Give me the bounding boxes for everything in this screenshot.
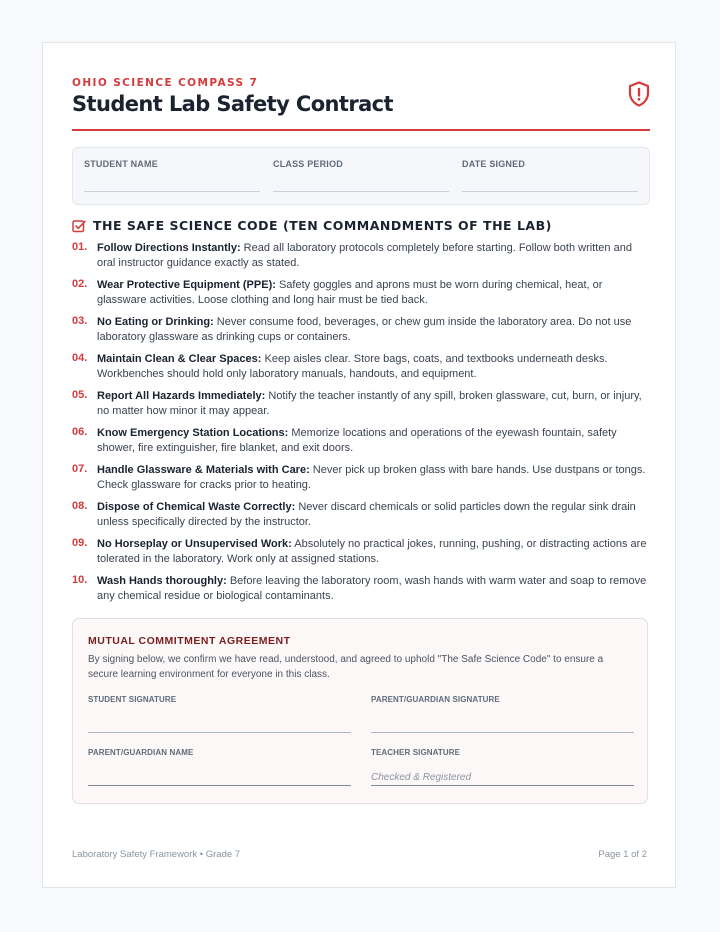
contract-page: [42, 42, 676, 888]
rule-number: 08.: [72, 500, 88, 512]
section-heading: [72, 217, 650, 235]
student-info-box: [72, 147, 650, 205]
rule-title: Know Emergency Station Locations:: [97, 427, 289, 439]
rule-number: 01.: [72, 241, 88, 253]
agreement-box: [72, 618, 648, 804]
student-name-line[interactable]: [84, 191, 260, 192]
checkbox-icon: [72, 219, 86, 233]
parent-signature-field[interactable]: [371, 695, 634, 704]
teacher-signature-label: TEACHER SIGNATURE: [371, 748, 461, 757]
rule-title: Maintain Clean & Clear Spaces:: [97, 353, 262, 365]
list-item: [72, 426, 650, 463]
rule-body: Safety goggles and aprons must be worn during chemical, heat, or glassware activities. Loose clothing and long hair must be tied back.: [97, 279, 603, 306]
rule-number: 03.: [72, 315, 88, 327]
teacher-signature-field[interactable]: [371, 748, 634, 783]
list-item: [72, 389, 650, 426]
rule-title: Report All Hazards Immediately:: [97, 390, 266, 402]
rule-body: Before leaving the laboratory room, wash hands with warm water and soap to remove any chemical residue or biological contaminants.: [97, 575, 647, 602]
rule-body: Never pick up broken glass with bare hands. Use dustpans or tongs. Check glassware for cracks prior to heating.: [97, 464, 646, 491]
agreement-body: By signing below, we confirm we have read, understood, and agreed to uphold "The Safe Science Code" to ensure a secure learning environment for everyone in this class.: [88, 654, 604, 680]
rule-title: Dispose of Chemical Waste Correctly:: [97, 501, 296, 513]
student-signature-label: STUDENT SIGNATURE: [88, 695, 177, 704]
header: [72, 77, 650, 116]
rule-text: [97, 463, 650, 492]
rule-text: [97, 537, 650, 566]
rule-text: [97, 574, 650, 603]
header-divider: [72, 129, 650, 131]
rule-number: 02.: [72, 278, 88, 290]
rule-body: Read all laboratory protocols completely before starting. Follow both written and oral instructor guidance exactly as stated.: [97, 242, 632, 269]
rule-number: 07.: [72, 463, 88, 475]
list-item: [72, 574, 650, 611]
date-signed-label: DATE SIGNED: [462, 159, 526, 169]
teacher-signature-line[interactable]: [371, 785, 634, 786]
rule-title: No Horseplay or Unsupervised Work:: [97, 538, 292, 550]
rule-title: Follow Directions Instantly:: [97, 242, 241, 254]
rule-body: Never consume food, beverages, or chew gum inside the laboratory area. Do not use laboratory glassware as drinking cups or containers.: [97, 316, 632, 343]
footer-text: Laboratory Safety Framework • Grade 7: [72, 849, 241, 860]
student-signature-line[interactable]: [88, 732, 351, 733]
parent-signature-line[interactable]: [371, 732, 634, 733]
rule-text: [97, 241, 650, 270]
rule-title: Wash Hands thoroughly:: [97, 575, 227, 587]
parent-name-field[interactable]: [88, 748, 351, 757]
student-name-label: STUDENT NAME: [84, 159, 158, 169]
section-title: THE SAFE SCIENCE CODE (TEN COMMANDMENTS OF THE LAB): [93, 218, 552, 233]
parent-name-line[interactable]: [88, 785, 351, 786]
list-item: [72, 463, 650, 500]
rule-body: Never discard chemicals or solid particles down the regular sink drain unless specifically directed by the instructor.: [97, 501, 636, 528]
rule-number: 10.: [72, 574, 88, 586]
class-period-field[interactable]: [273, 159, 449, 169]
rule-title: No Eating or Drinking:: [97, 316, 214, 328]
shield-alert-icon: [628, 81, 650, 107]
rule-title: Wear Protective Equipment (PPE):: [97, 279, 276, 291]
student-name-field[interactable]: [84, 159, 260, 169]
rule-body: Keep aisles clear. Store bags, coats, and textbooks underneath desks. Workbenches should hold only laboratory manuals, handouts, and equipment.: [97, 353, 608, 380]
list-item: [72, 500, 650, 537]
page-title: Student Lab Safety Contract: [72, 92, 393, 116]
teacher-signature-value: Checked & Registered: [371, 772, 472, 783]
class-period-label: CLASS PERIOD: [273, 159, 343, 169]
course-kicker: OHIO SCIENCE COMPASS 7: [72, 77, 259, 89]
rule-title: Handle Glassware & Materials with Care:: [97, 464, 310, 476]
rule-body: Absolutely no practical jokes, running, pushing, or distracting actions are tolerated in the laboratory. Work only at assigned stations.: [97, 538, 647, 565]
rule-text: [97, 278, 650, 307]
parent-signature-label: PARENT/GUARDIAN SIGNATURE: [371, 695, 500, 704]
date-signed-line[interactable]: [462, 191, 638, 192]
rules-list: [72, 241, 650, 611]
rule-text: [97, 352, 650, 381]
agreement-title: MUTUAL COMMITMENT AGREEMENT: [88, 635, 291, 647]
date-signed-field[interactable]: [462, 159, 638, 169]
rule-number: 04.: [72, 352, 88, 364]
list-item: [72, 241, 650, 278]
rule-body: Notify the teacher instantly of any spill, broken glassware, cut, burn, or injury, no matter how minor it may appear.: [97, 390, 642, 417]
list-item: [72, 278, 650, 315]
list-item: [72, 315, 650, 352]
class-period-line[interactable]: [273, 191, 449, 192]
rule-number: 09.: [72, 537, 88, 549]
list-item: [72, 537, 650, 574]
rule-number: 05.: [72, 389, 88, 401]
list-item: [72, 352, 650, 389]
student-signature-field[interactable]: [88, 695, 351, 704]
rule-number: 06.: [72, 426, 88, 438]
rule-text: [97, 500, 650, 529]
page-number: Page 1 of 2: [598, 849, 647, 860]
rule-body: Memorize locations and operations of the eyewash fountain, safety shower, fire extinguisher, fire blanket, and exit doors.: [97, 427, 617, 454]
parent-name-label: PARENT/GUARDIAN NAME: [88, 748, 194, 757]
rule-text: [97, 426, 650, 455]
rule-text: [97, 315, 650, 344]
rule-text: [97, 389, 650, 418]
